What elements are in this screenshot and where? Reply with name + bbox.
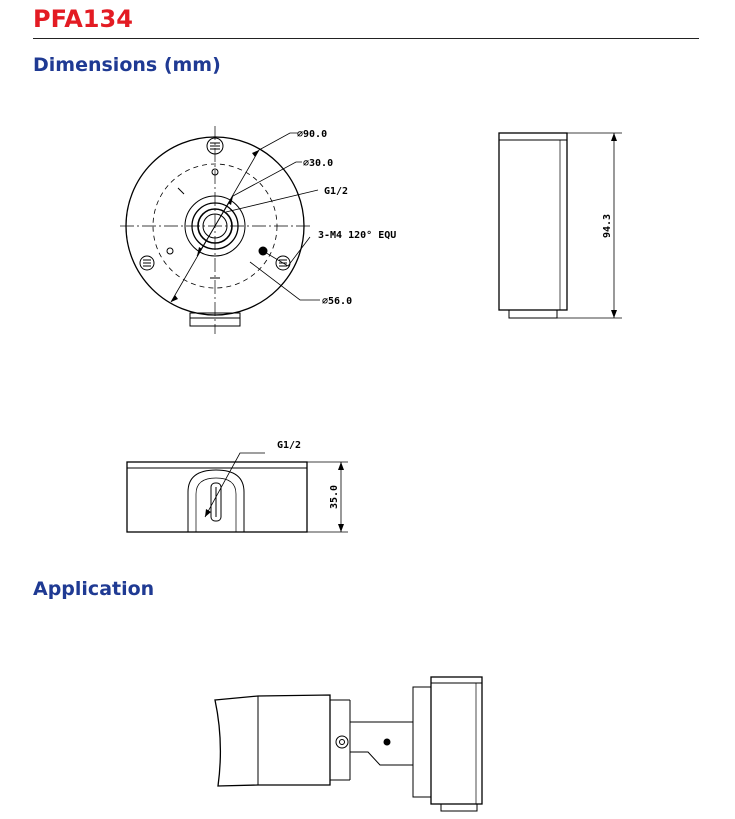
left-lug — [140, 256, 154, 270]
bottom-view-drawing — [127, 453, 348, 532]
dimensions-heading: Dimensions (mm) — [33, 54, 221, 76]
front-view-drawing — [120, 126, 320, 334]
application-heading: Application — [33, 578, 155, 600]
bottom-depth-label: 35.0 — [329, 484, 340, 510]
bottom-view-labels — [277, 440, 340, 509]
screws-label: 3-M4 120° EQU — [318, 230, 397, 241]
bolt-circle-label: ∅56.0 — [322, 296, 353, 307]
application-drawing — [215, 677, 482, 811]
inner-diameter-label: ∅30.0 — [303, 158, 334, 169]
bottom-thread-label: G1/2 — [277, 440, 302, 451]
outer-diameter-label: ∅90.0 — [297, 129, 328, 140]
side-height-label: 94.3 — [602, 213, 613, 239]
front-view-labels — [297, 129, 396, 307]
front-thread-label: G1/2 — [324, 186, 349, 197]
product-title: PFA134 — [33, 5, 133, 33]
